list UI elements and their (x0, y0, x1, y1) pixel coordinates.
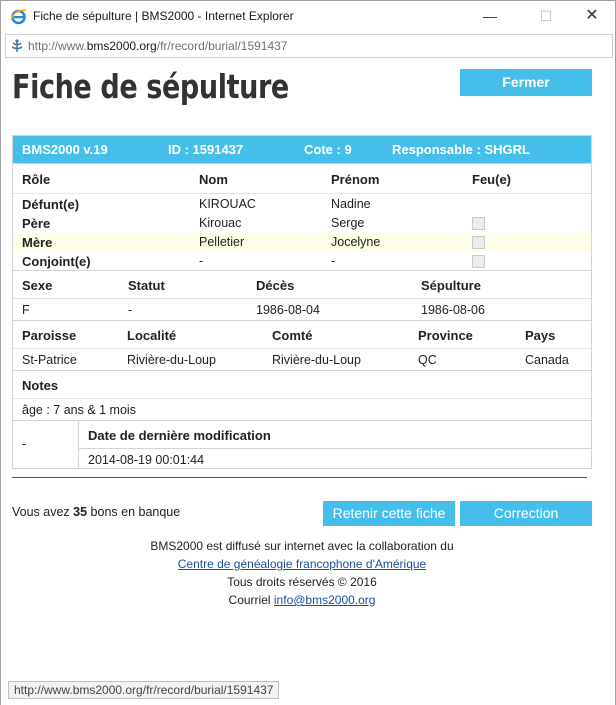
role-label: Père (22, 216, 51, 231)
value-localite: Rivière-du-Loup (127, 353, 216, 367)
footer-email-line (1, 591, 603, 609)
col-header-sexe: Sexe (22, 278, 53, 293)
role-prenom: - (331, 254, 336, 268)
page-content (1, 59, 615, 705)
role-nom: Pelletier (199, 235, 245, 249)
value-pays: Canada (525, 353, 569, 367)
value-sepulture: 1986-08-06 (421, 303, 485, 317)
col-header-comte: Comté (272, 328, 313, 343)
role-row-pere (13, 214, 591, 233)
place-section (13, 320, 591, 370)
record-header (13, 136, 591, 163)
col-header-province: Province (418, 328, 473, 343)
role-label: Conjoint(e) (22, 254, 91, 269)
roles-list (13, 195, 591, 271)
bank-balance (12, 505, 180, 519)
cgfa-link[interactable]: Centre de généalogie francophone d'Amérique (177, 557, 427, 571)
feu-checkbox[interactable] (472, 255, 485, 268)
record-cote: Cote : 9 (304, 142, 352, 157)
record-id: ID : 1591437 (168, 142, 244, 157)
footer-copyright: Tous droits réservés © 2016 (227, 575, 377, 589)
internet-explorer-icon (10, 8, 27, 25)
col-header-statut: Statut (128, 278, 165, 293)
bank-suffix: bons en banque (87, 505, 181, 519)
site-favicon-icon (9, 38, 25, 54)
role-nom: - (199, 254, 204, 268)
value-province: QC (418, 353, 437, 367)
col-header-paroisse: Paroisse (22, 328, 77, 343)
retenir-fiche-button[interactable]: Retenir cette fiche (323, 501, 455, 526)
divider (13, 398, 591, 399)
col-header-feu: Feu(e) (472, 172, 511, 187)
role-prenom: Nadine (331, 197, 371, 211)
vital-section (13, 270, 591, 320)
notes-header: Notes (22, 378, 59, 393)
feu-checkbox[interactable] (472, 217, 485, 230)
col-header-pays: Pays (525, 328, 556, 343)
email-label: Courriel (228, 593, 274, 607)
value-comte: Rivière-du-Loup (272, 353, 361, 367)
footer-line-1: BMS2000 est diffusé sur internet avec la collaboration du (150, 539, 454, 553)
maximize-icon[interactable]: ☐ (539, 8, 553, 24)
record-responsable: Responsable : SHGRL (392, 142, 530, 157)
role-label: Défunt(e) (22, 197, 80, 212)
modification-date: 2014-08-19 00:01:44 (88, 453, 205, 467)
url-domain: bms2000.org (86, 39, 157, 53)
role-row-mere (13, 233, 591, 252)
modification-header: Date de dernière modification (88, 428, 271, 443)
notes-section (13, 370, 591, 420)
modification-left-cell (13, 421, 79, 469)
col-header-prenom: Prénom (331, 172, 380, 187)
value-paroisse: St-Patrice (22, 353, 77, 367)
col-header-deces: Décès (256, 278, 295, 293)
correction-button[interactable]: Correction (460, 501, 592, 526)
email-link[interactable]: info@bms2000.org (273, 593, 376, 607)
close-button[interactable]: Fermer (460, 69, 592, 96)
status-bar: http://www.bms2000.org/fr/record/burial/1591437 (8, 681, 279, 699)
role-label: Mère (22, 235, 53, 250)
role-nom: KIROUAC (199, 197, 256, 211)
col-header-sepulture: Sépulture (421, 278, 481, 293)
role-prenom: Serge (331, 216, 365, 230)
feu-checkbox[interactable] (472, 236, 485, 249)
role-nom: Kirouac (199, 216, 242, 230)
window-title: Fiche de sépulture | BMS2000 - Internet Explorer (33, 9, 294, 23)
title-bar (1, 1, 615, 32)
minimize-icon[interactable]: — (483, 8, 497, 24)
url-prefix: http://www. (28, 39, 87, 53)
record-version: BMS2000 v.19 (22, 142, 108, 157)
url-path: /fr/record/burial/1591437 (156, 39, 288, 53)
horizontal-rule (12, 477, 587, 478)
role-prenom: Jocelyne (331, 235, 381, 249)
value-sexe: F (22, 303, 30, 317)
page-title: Fiche de sépulture (12, 67, 289, 106)
col-header-localite: Localité (127, 328, 177, 343)
modification-left-value: - (22, 437, 27, 451)
col-header-nom: Nom (199, 172, 228, 187)
divider (13, 298, 591, 299)
bank-count: 35 (73, 505, 88, 519)
modification-header-cell (79, 421, 591, 449)
footer (1, 537, 603, 609)
value-statut: - (128, 303, 133, 317)
address-url[interactable] (28, 39, 287, 53)
notes-text: âge : 7 ans & 1 mois (22, 403, 136, 417)
modification-section (13, 420, 591, 468)
value-deces: 1986-08-04 (256, 303, 320, 317)
bank-prefix: Vous avez (12, 505, 74, 519)
role-row-defunt (13, 195, 591, 214)
role-row-conjoint (13, 252, 591, 271)
divider (13, 193, 591, 194)
col-header-role: Rôle (22, 172, 51, 187)
address-bar[interactable] (5, 34, 613, 58)
divider (13, 348, 591, 349)
roles-section (13, 163, 591, 270)
burial-record (12, 135, 592, 469)
close-window-icon[interactable]: ✕ (585, 7, 599, 24)
